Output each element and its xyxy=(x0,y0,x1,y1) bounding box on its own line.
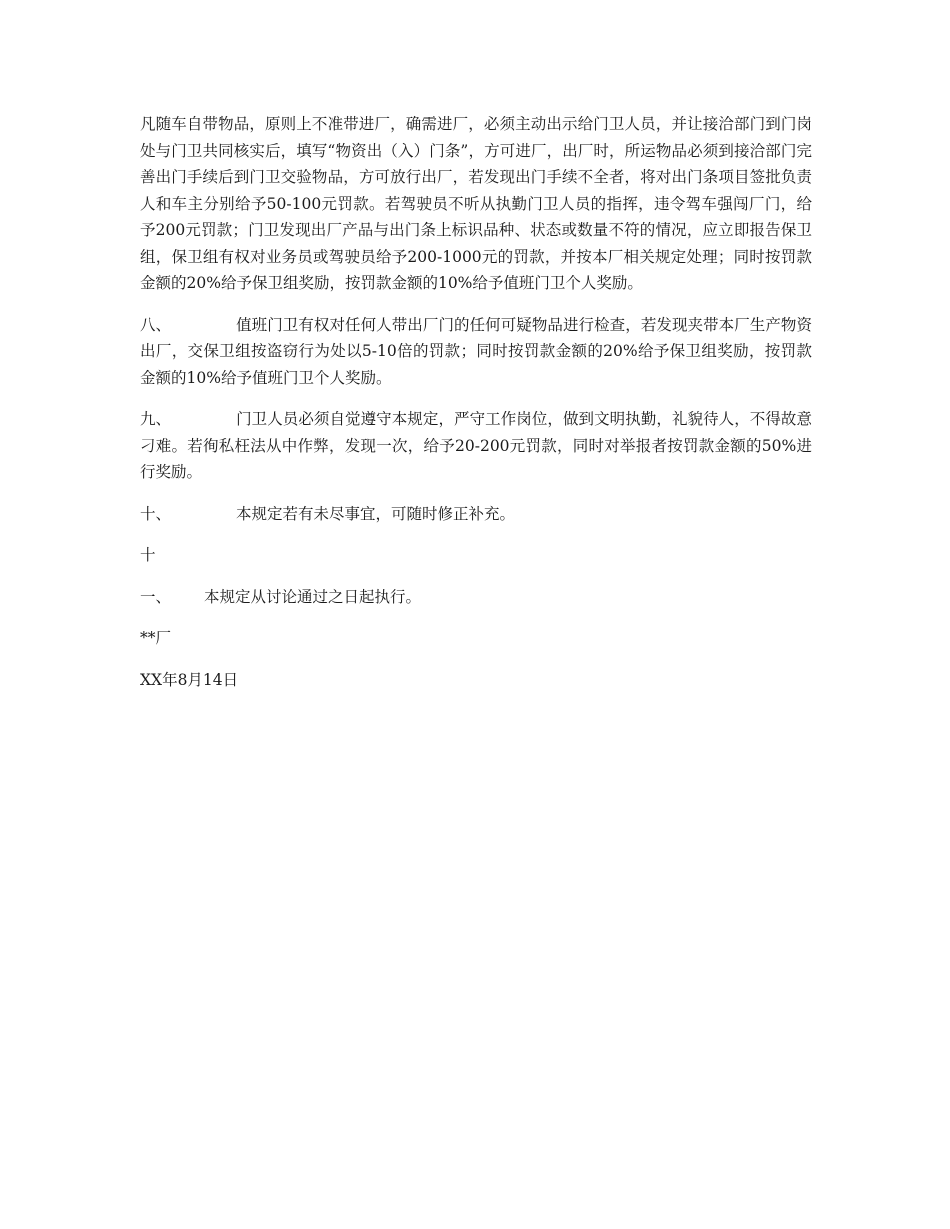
paragraph-eleven-number-top xyxy=(140,542,812,569)
paragraph-eight xyxy=(140,312,812,392)
paragraph-seven-continued xyxy=(140,111,812,297)
paragraph-text: 本规定从讨论通过之日起执行。 xyxy=(204,587,422,606)
paragraph-eleven xyxy=(140,584,812,611)
signature: **厂 xyxy=(140,629,172,647)
paragraph-ten xyxy=(140,501,812,528)
paragraph-number: 十、 xyxy=(140,504,172,523)
document-date: XX年8月14日 xyxy=(140,670,239,689)
paragraph-nine xyxy=(140,406,812,486)
paragraph-number: 十 xyxy=(140,546,156,564)
paragraph-text: 值班门卫有权对任何人带出厂门的任何可疑物品进行检查，若发现夹带本厂生产物资出厂，交保卫组按盗窃行为处以5-10倍的罚款；同时按罚款金额的20%给予保卫组奖励，按罚款金额的10%给予值班门卫个人奖励。 xyxy=(140,315,812,387)
paragraph-number: 九、 xyxy=(140,410,172,428)
paragraph-text: 凡随车自带物品，原则上不准带进厂，确需进厂，必须主动出示给门卫人员，并让接洽部门到门岗处与门卫共同核实后，填写“物资出（入）门条”，方可进厂，出厂时，所运物品必须到接洽部门完善出门手续后到门卫交验物品，方可放行出厂，若发现出门手续不全者，将对出门条项目签批负责人和车主分别给予50-100元罚款。若驾驶员不听从执勤门卫人员的指挥，违令驾车强闯厂门，给予200元罚款；门卫发现出厂产品与出门条上标识品种、状态或数量不符的情况，应立即报告保卫组，保卫组有权对业务员或驾驶员给予200-1000元的罚款，并按本厂相关规定处理；同时按罚款金额的20%给予保卫组奖励，按罚款金额的10%给予值班门卫个人奖励。 xyxy=(140,115,812,292)
paragraph-number: 一、 xyxy=(140,587,172,606)
paragraph-text: 门卫人员必须自觉遵守本规定，严守工作岗位，做到文明执勤，礼貌待人，不得故意刁难。若徇私枉法从中作弊，发现一次，给予20-200元罚款，同时对举报者按罚款金额的50%进行奖励。 xyxy=(140,410,812,481)
paragraph-number: 八、 xyxy=(140,315,172,334)
paragraph-text: 本规定若有未尽事宜，可随时修正补充。 xyxy=(236,504,516,523)
document-body xyxy=(140,111,812,708)
